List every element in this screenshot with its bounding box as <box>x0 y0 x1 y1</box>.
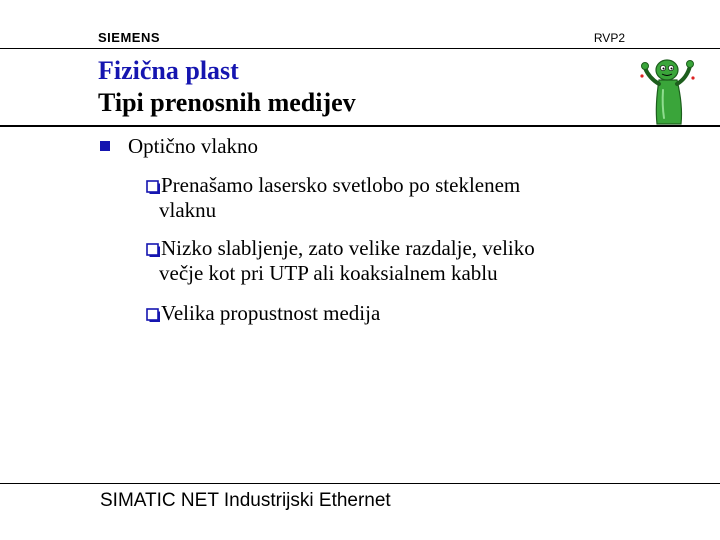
footer-divider <box>0 483 720 484</box>
sub-bullet-2-line-2: večje kot pri UTP ali koaksialnem kablu <box>159 261 498 285</box>
slide-title <box>98 55 356 119</box>
header-divider <box>0 48 720 49</box>
title-line-1: Fizična plast <box>98 56 239 85</box>
main-bullet-text: Optično vlakno <box>128 134 259 158</box>
sub-bullet-2-line-1: Nizko slabljenje, zato velike razdalje, veliko <box>161 236 535 260</box>
siemens-logo: SIEMENS <box>98 30 161 45</box>
sub-bullet-1-line-2: vlaknu <box>159 198 217 222</box>
sub-bullet-2 <box>145 236 535 286</box>
checkbox-bullet-icon <box>145 173 161 198</box>
sub-bullet-3 <box>145 301 380 326</box>
green-mascot-icon <box>637 50 697 128</box>
square-bullet-icon <box>100 141 110 151</box>
footer-text: SIMATIC NET Industrijski Ethernet <box>100 490 391 511</box>
sub-bullet-1-line-1: Prenašamo lasersko svetlobo po steklenem <box>161 173 521 197</box>
checkbox-bullet-icon <box>145 236 161 261</box>
title-divider <box>0 125 720 127</box>
title-line-2: Tipi prenosnih medijev <box>98 88 356 117</box>
sub-bullet-1 <box>145 173 520 223</box>
checkbox-bullet-icon <box>145 301 161 326</box>
sub-bullet-3-line-1: Velika propustnost medija <box>161 301 381 325</box>
main-bullet <box>100 133 258 159</box>
slide-code: RVP2 <box>593 31 625 45</box>
